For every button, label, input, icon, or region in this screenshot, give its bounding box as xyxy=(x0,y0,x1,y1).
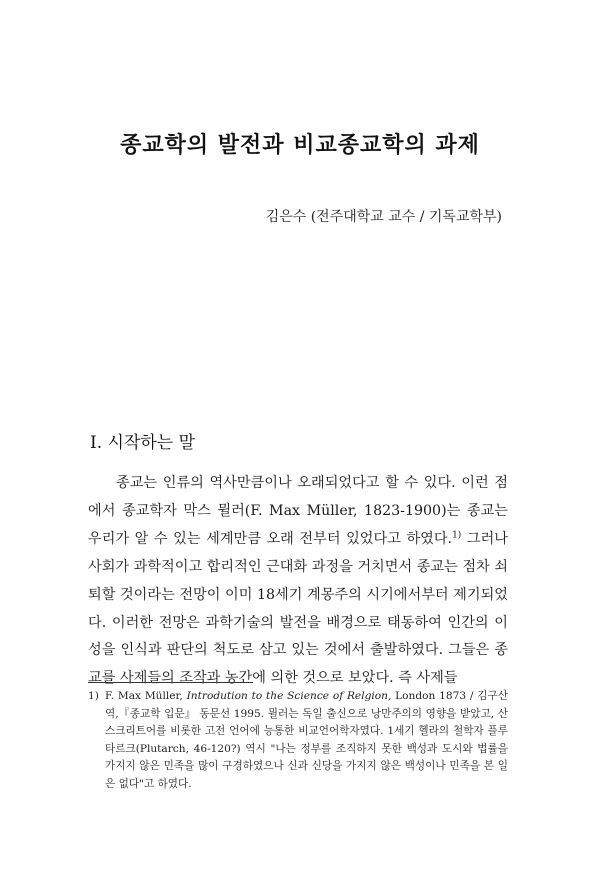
paragraph-text-part2: 그러나 사회가 과학적이고 합리적인 근대화 과정을 거치면서 종교는 점차 쇠퇴할 것이라는 전망이 이미 18세기 계몽주의 시기에서부터 제기되었다. 이러한 전망은 과학기술의 발전을 배경으로 태동하여 인간의 이성을 인식과 판단의 척도로 삼고 있는 것에서 출발하였다. 그들은 종교를 사제들의 조작과 농간에 의한 것으로 보았다. 즉 사제들 xyxy=(88,530,508,687)
section-heading: I. 시작하는 말 xyxy=(90,433,196,453)
footnote-book-title: Introdution to the Science of Relgion, xyxy=(186,690,392,702)
paragraph-text-part1: 종교는 인류의 역사만큼이나 오래되었다고 할 수 있다. 이런 점에서 종교학자 막스 뮐러(F. Max Müller, 1823-1900)는 종교는 우리가 알 수 있는 세계만큼 오래 전부터 있었다고 하였다. xyxy=(88,475,508,547)
footnote-prefix: F. Max Müller, xyxy=(105,690,187,702)
footnote-reference[interactable]: 1) xyxy=(452,530,462,541)
author-affiliation: 김은수 (전주대학교 교수 / 기독교학부) xyxy=(265,209,502,225)
footnote xyxy=(88,688,508,794)
footnote-text: London 1873 / 김구산 역,『종교학 입문』 동문선 1995. 뮐러는 독일 출신으로 낭만주의의 영향을 받았고, 산스크리트어를 비롯한 고전 언어에 능통한 비교언어학자였다. 1세기 헬라의 철학자 플루타르크(Plutarch, 46-120?) 역시 "나는 정부를 조직하지 못한 백성과 도시와 법률을 가지지 않은 민족을 많이 구경하였으나 신과 신당을 가지지 않은 백성이나 민족을 본 일은 없다"고 하였다. xyxy=(105,690,508,790)
footnote-mark: 1) xyxy=(88,690,99,702)
footnote-divider xyxy=(88,682,253,683)
body-paragraph xyxy=(88,470,508,693)
footnote-body xyxy=(88,688,508,794)
paper-title: 종교학의 발전과 비교종교학의 과제 xyxy=(120,132,480,158)
